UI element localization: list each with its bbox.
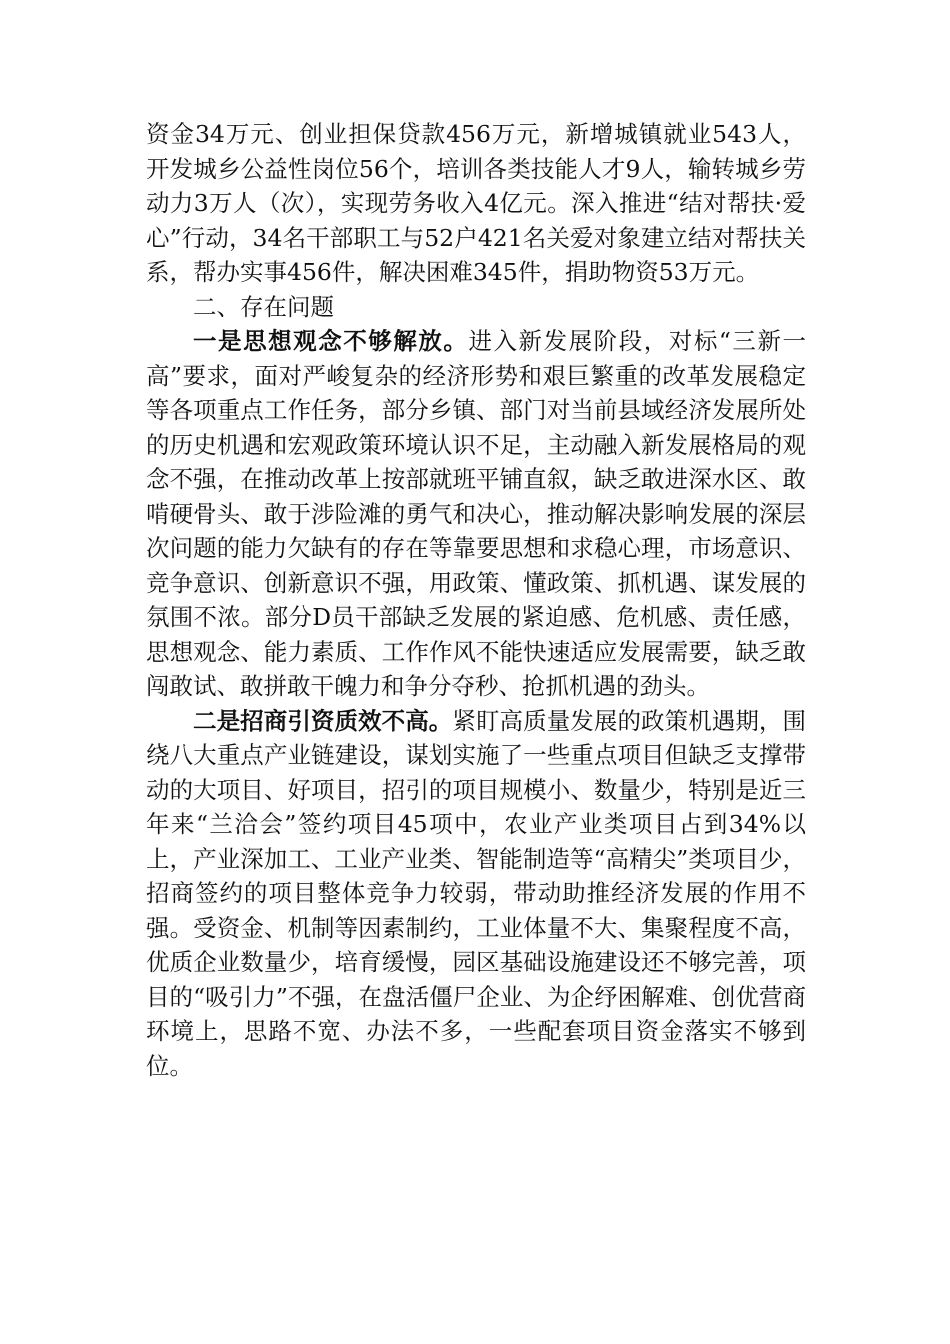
issue-mindset-body: 进入新发展阶段，对标“三新一高”要求，面对严峻复杂的经济形势和艰巨繁重的改革发展稳定等各项重点工作任务，部分乡镇、部门对当前县域经济发展所处的历史机遇和宏观政策环境认识不足，主动融入新发展格局的观念不强，在推动改革上按部就班平铺直叙，缺乏敢进深水区、敢啃硬骨头、敢于涉险滩的勇气和决心，推动解决影响发展的深层次问题的能力欠缺有的存在等靠要思想和求稳心理，市场意识、竞争意识、创新意识不强，用政策、懂政策、抓机遇、谋发展的氛围不浓。部分D员干部缺乏发展的紧迫感、危机感、责任感，思想观念、能力素质、工作作风不能快速适应发展需要，缺乏敢闯敢试、敢拼敢干魄力和争分夺秒、抢抓机遇的劲头。 (146, 327, 806, 700)
issue-investment-body: 紧盯高质量发展的政策机遇期，围绕八大重点产业链建设，谋划实施了一些重点项目但缺乏支撑带动的大项目、好项目，招引的项目规模小、数量少，特别是近三年来“兰洽会”签约项目45项中，农业产业类项目占到34%以上，产业深加工、工业产业类、智能制造等“高精尖”类项目少，招商签约的项目整体竞争力较弱，带动助推经济发展的作用不强。受资金、机制等因素制约，工业体量不大、集聚程度不高，优质企业数量少，培育缓慢，园区基础设施建设还不够完善，项目的“吸引力”不强，在盘活僵尸企业、为企纾困解难、创优营商环境上，思路不宽、办法不多，一些配套项目资金落实不够到位。 (146, 706, 807, 1080)
issue-mindset-lead: 一是思想观念不够解放。 (193, 327, 469, 355)
document-page (146, 117, 806, 1083)
section-heading-existing-problems: 二、存在问题 (193, 292, 334, 321)
paragraph-employment-results: 资金34万元、创业担保贷款456万元，新增城镇就业543人，开发城乡公益性岗位56个，培训各类技能人才9人，输转城乡劳动力3万人（次），实现劳务收入4亿元。深入推进“结对帮扶·爱心”行动，34名干部职工与52户421名关爱对象建立结对帮扶关系，帮办实事456件，解决困难345件，捐助物资53万元。 (146, 120, 806, 286)
paragraph-issue-investment (146, 704, 806, 1084)
issue-investment-lead: 二是招商引资质效不高。 (193, 706, 453, 735)
paragraph-issue-mindset (146, 324, 806, 704)
